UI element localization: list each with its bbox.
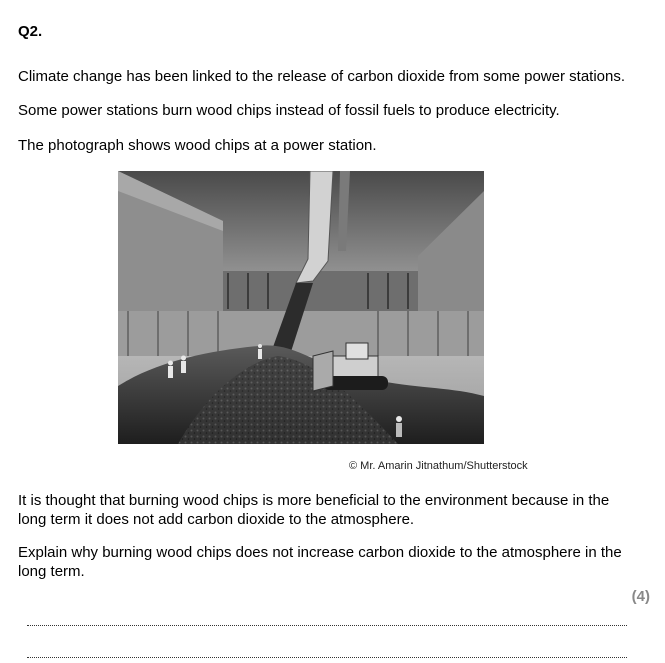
prompt-text-1: Explain why burning wood chips does not increase carbon dioxide to the atmosphere in the: [18, 544, 622, 561]
wood-chips-photo: [118, 171, 484, 444]
marks-indicator: (4): [631, 588, 650, 605]
prompt-text-2: long term.: [18, 563, 85, 580]
context-text-2: long term it does not add carbon dioxide to the atmosphere.: [18, 511, 415, 528]
photo-credit: © Mr. Amarin Jitnathum/Shutterstock: [349, 460, 528, 472]
intro-text-3: The photograph shows wood chips at a power station.: [18, 137, 377, 154]
question-number: Q2.: [18, 23, 43, 40]
context-text-1: It is thought that burning wood chips is more beneficial to the environment because in the: [18, 492, 610, 509]
answer-line[interactable]: [27, 657, 627, 658]
answer-line[interactable]: [27, 625, 627, 626]
intro-text-2: Some power stations burn wood chips instead of fossil fuels to produce electricity.: [18, 102, 560, 119]
intro-text-1: Climate change has been linked to the release of carbon dioxide from some power stations.: [18, 68, 626, 85]
